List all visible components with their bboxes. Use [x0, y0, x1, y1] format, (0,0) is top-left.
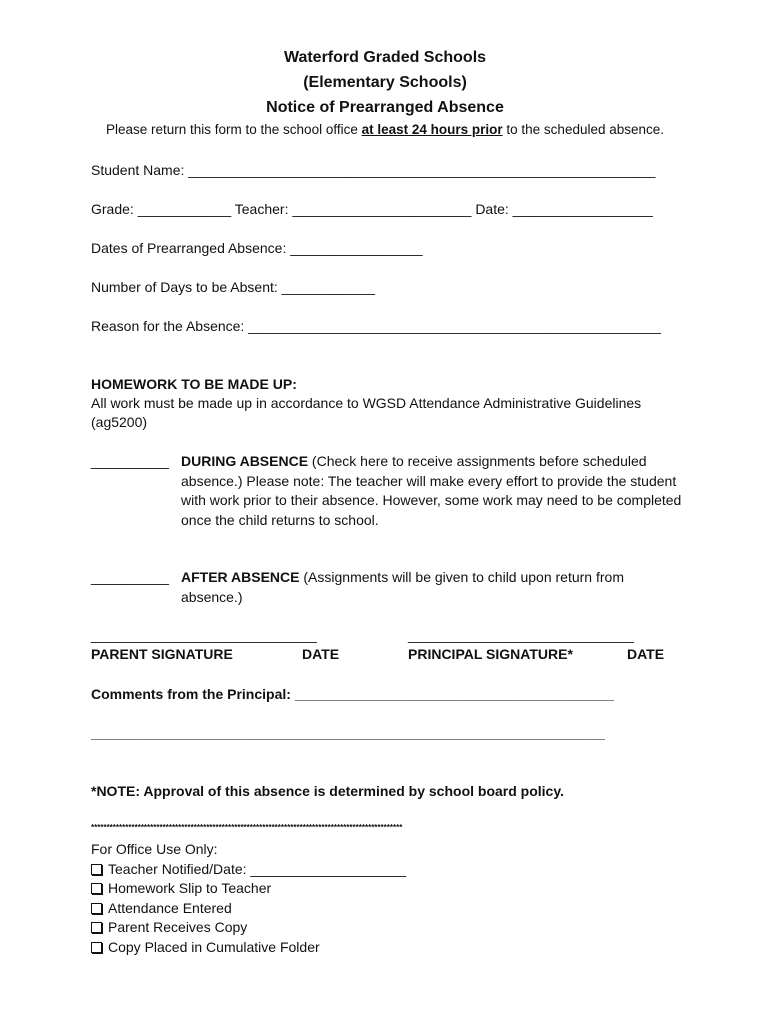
parent-signature-label: PARENT SIGNATURE [91, 646, 233, 662]
after-absence-blank[interactable]: __________ [91, 569, 169, 585]
office-item-label: Parent Receives Copy [108, 919, 248, 935]
office-item-homework-slip[interactable] [91, 879, 271, 897]
office-item-label: Homework Slip to Teacher [108, 880, 272, 896]
student-name-field[interactable]: Student Name: ____________________________________________________________ [91, 162, 656, 178]
during-absence-blank[interactable]: __________ [91, 453, 169, 469]
instruction-emphasis: at least 24 hours prior [361, 122, 503, 137]
approval-note: *NOTE: Approval of this absence is determined by school board policy. [91, 783, 564, 799]
homework-description: All work must be made up in accordance to WGSD Attendance Administrative Guidelines [91, 395, 642, 411]
grade-teacher-date-field[interactable]: Grade: ____________ Teacher: _______________________ Date: __________________ [91, 201, 653, 217]
office-item-parent-copy[interactable] [91, 918, 247, 936]
during-absence-option [181, 452, 647, 472]
checkbox-icon[interactable] [91, 922, 102, 933]
checkbox-icon[interactable] [91, 903, 102, 914]
office-item-label: Attendance Entered [108, 899, 232, 916]
instruction-prefix: Please return this form to the school office [105, 122, 362, 137]
office-item-attendance-entered[interactable] [91, 899, 232, 917]
during-absence-label: DURING ABSENCE [181, 453, 309, 469]
checkbox-icon[interactable] [91, 864, 102, 875]
principal-signature-label: PRINCIPAL SIGNATURE* [408, 646, 573, 662]
homework-guideline-ref: (ag5200) [91, 414, 148, 430]
principal-comments-field[interactable]: Comments from the Principal: _________________________________________ [91, 686, 615, 702]
during-absence-text-4: once the child returns to school. [181, 511, 379, 528]
principal-date-label: DATE [627, 646, 665, 662]
checkbox-icon[interactable] [91, 883, 102, 894]
instruction-suffix: to the scheduled absence. [502, 122, 665, 137]
office-use-heading: For Office Use Only: [91, 841, 218, 857]
principal-comments-line-2[interactable]: __________________________________________________________________ [91, 725, 605, 741]
office-item-label: Copy Placed in Cumulative Folder [108, 938, 320, 955]
after-absence-text-2: absence.) [181, 588, 243, 605]
absence-dates-field[interactable]: Dates of Prearranged Absence: _________________ [91, 240, 423, 256]
days-absent-field[interactable]: Number of Days to be Absent: ____________ [91, 279, 376, 295]
office-item-cumulative-folder[interactable] [91, 938, 320, 956]
separator-stars: **************************************************************************************************** [91, 823, 403, 832]
parent-signature-line[interactable]: _____________________________ [91, 627, 317, 643]
instruction-text [0, 122, 770, 137]
office-item-teacher-notified[interactable] [91, 860, 406, 878]
during-absence-text-2: absence.) Please note: The teacher will make every effort to provide the student [181, 472, 677, 489]
principal-signature-line[interactable]: _____________________________ [408, 627, 634, 643]
parent-date-label: DATE [302, 646, 340, 662]
form-title: Notice of Prearranged Absence [266, 99, 504, 116]
during-absence-text: (Check here to receive assignments before scheduled [308, 453, 647, 469]
after-absence-text: (Assignments will be given to child upon return from [299, 569, 624, 585]
during-absence-text-3: with work prior to their absence. However, some work may need to be completed [181, 492, 682, 508]
after-absence-option [181, 568, 624, 588]
checkbox-icon[interactable] [91, 942, 102, 953]
school-name: Waterford Graded Schools [283, 49, 487, 66]
office-item-label: Teacher Notified/Date: ____________________ [108, 860, 407, 877]
absence-reason-field[interactable]: Reason for the Absence: _____________________________________________________ [91, 318, 661, 334]
after-absence-label: AFTER ABSENCE [181, 569, 300, 585]
homework-heading: HOMEWORK TO BE MADE UP: [91, 376, 297, 392]
school-subtitle: (Elementary Schools) [303, 74, 467, 91]
